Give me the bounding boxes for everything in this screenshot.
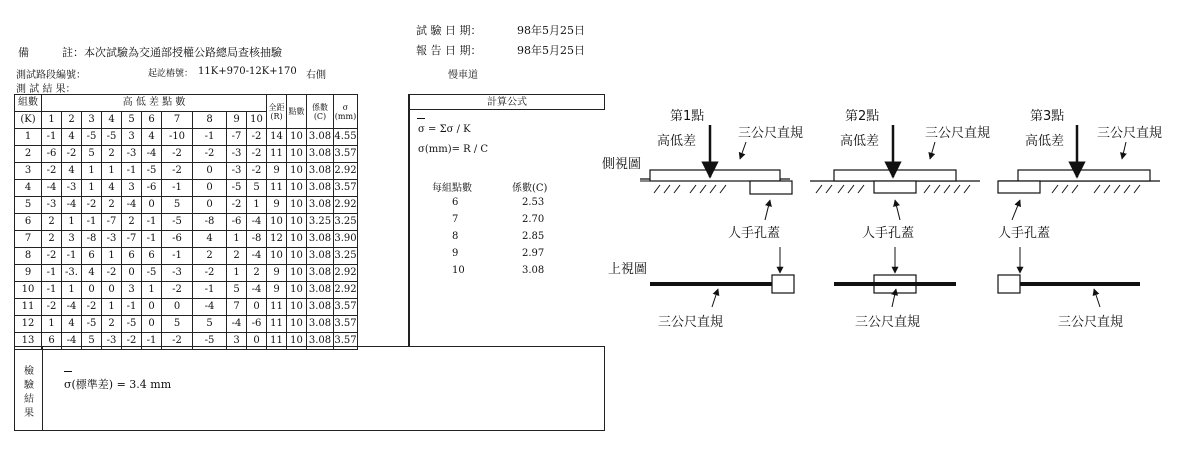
table-cell: 1 [15,129,42,146]
test-date: 98年5月25日 [517,24,585,37]
table-cell: -6 [162,231,193,248]
coef-points: 10 [452,265,465,276]
table-cell: -2 [82,197,102,214]
table-cell: -4 [62,299,82,316]
table-cell: 4 [193,231,227,248]
table-cell: 10 [267,248,287,265]
table-cell: 14 [267,129,287,146]
table-cell: 0 [82,282,102,299]
table-cell: 2 [42,231,62,248]
table-cell: 11 [267,180,287,197]
table-cell: 3 [122,129,142,146]
table-cell: 11 [267,316,287,333]
road-section-label: 測試路段編號： [16,70,86,81]
table-row [15,248,358,265]
coef-points: 6 [452,197,459,208]
table-cell: 10 [287,163,307,180]
table-cell: 3.08 [307,163,334,180]
table-row [15,197,358,214]
table-cell: 3 [122,282,142,299]
table-cell: 1 [42,316,62,333]
point-num-header: 9 [227,112,247,129]
table-cell: 1 [102,163,122,180]
table-cell: 3.08 [307,299,334,316]
table-cell: 3.57 [334,333,358,350]
table-cell: 1 [247,197,267,214]
table-cell: 1 [102,299,122,316]
table-cell: -3 [227,163,247,180]
table-cell: 4 [15,180,42,197]
table-row [15,163,358,180]
table-cell: 9 [15,265,42,282]
point-num-header: 7 [162,112,193,129]
table-cell: 10 [287,129,307,146]
note-label: 備 [18,46,29,59]
manhole-label-3: 人手孔蓋 [998,226,1051,241]
manhole-label-1: 人手孔蓋 [728,226,781,241]
table-cell: -2 [247,129,267,146]
manhole-label-2: 人手孔蓋 [862,226,915,241]
table-cell: 5 [247,180,267,197]
table-cell: 2 [42,214,62,231]
formula-title: 計算公式 [487,97,527,108]
table-cell: 3.08 [307,180,334,197]
table-cell: 5 [227,282,247,299]
table-cell: 11 [267,333,287,350]
table-cell: -1 [193,282,227,299]
table-cell: 10 [287,146,307,163]
table-row [15,333,358,350]
col-sigma-header: σ (mm) [334,95,358,129]
table-cell: 10 [287,282,307,299]
table-cell: -3 [62,180,82,197]
col-count-header: 點數 [287,95,307,129]
table-cell: 1 [227,265,247,282]
table-cell: 2 [15,146,42,163]
table-cell: -2 [102,265,122,282]
table-cell: 3 [62,231,82,248]
table-cell: 3 [122,180,142,197]
table-cell: 4 [102,180,122,197]
result-sigma-bar [64,371,72,372]
table-cell: 3.08 [307,129,334,146]
table-cell: -1 [162,180,193,197]
table-cell: 1 [62,214,82,231]
point-num-header: 5 [122,112,142,129]
table-cell: 1 [82,163,102,180]
table-row [15,299,358,316]
table-row [15,214,358,231]
table-cell: -1 [142,231,162,248]
table-cell: -2 [162,333,193,350]
table-cell: -5 [142,163,162,180]
table-cell: 4 [62,163,82,180]
height-diff-1: 高低差 [657,134,697,149]
table-cell: 2 [102,146,122,163]
table-cell: 10 [287,333,307,350]
table-cell: 10 [287,248,307,265]
table-cell: -10 [162,129,193,146]
point-num-header: 2 [62,112,82,129]
table-cell: 9 [267,282,287,299]
table-cell: 4 [62,316,82,333]
table-cell: -1 [122,163,142,180]
point-num-header: 4 [102,112,122,129]
table-cell: 1 [82,180,102,197]
coef-points: 9 [452,248,459,259]
table-cell: -1 [162,248,193,265]
table-cell: 6 [42,333,62,350]
table-cell: 3.57 [334,299,358,316]
table-cell: 3.57 [334,146,358,163]
straightedge-diagram [600,95,1200,340]
table-row [15,129,358,146]
table-cell: 11 [15,299,42,316]
table-cell: 13 [15,333,42,350]
table-cell: -3. [62,265,82,282]
table-cell: -7 [102,214,122,231]
table-cell: -3 [42,197,62,214]
table-cell: -8 [247,231,267,248]
table-cell: 10 [15,282,42,299]
coef-value: 3.08 [522,265,545,276]
note-text: 註：本次試驗為交通部授權公路總局查核抽驗 [62,46,282,59]
table-cell: 11 [267,299,287,316]
straightedge-label-2: 三公尺直規 [925,126,991,141]
table-cell: 0 [193,197,227,214]
table-cell: 6 [122,248,142,265]
table-cell: -1 [42,282,62,299]
col-diff-header: 高 低 差 點 數 [42,95,267,112]
table-cell: 3.57 [334,180,358,197]
table-cell: -5 [102,129,122,146]
table-cell: 10 [267,214,287,231]
table-cell: 3 [227,333,247,350]
table-cell: -2 [62,146,82,163]
table-cell: -2 [42,163,62,180]
table-cell: 0 [122,265,142,282]
table-cell: 5 [162,197,193,214]
table-cell: 3.25 [334,214,358,231]
table-cell: -3 [102,333,122,350]
result-side-1: 檢 [24,366,34,377]
table-cell: 0 [247,299,267,316]
table-cell: -4 [227,316,247,333]
straightedge-label-5: 三公尺直規 [855,315,921,330]
side: 右側 [306,70,326,81]
table-cell: -6 [42,146,62,163]
table-cell: -4 [247,248,267,265]
table-cell: 10 [287,180,307,197]
table-cell: -2 [247,146,267,163]
table-cell: -2 [247,163,267,180]
table-row [15,316,358,333]
table-row [15,180,358,197]
point-num-header: 1 [42,112,62,129]
table-cell: -4 [122,197,142,214]
table-cell: 9 [267,197,287,214]
report-date-label: 報 告 日 期： [416,44,482,57]
table-cell: -2 [227,197,247,214]
coef-value: 2.70 [522,214,545,225]
height-diff-3: 高低差 [1025,134,1065,149]
point3-label: 第3點 [1030,109,1065,124]
chainage-label: 起訖樁號： [148,69,194,79]
table-cell: 3.25 [334,248,358,265]
coef-value: 2.85 [522,231,545,242]
table-cell: -5 [193,333,227,350]
table-cell: 2 [122,214,142,231]
result-side-2: 驗 [24,380,34,391]
coef-points: 8 [452,231,459,242]
table-cell: 3.08 [307,248,334,265]
table-row [15,231,358,248]
table-cell: 3 [15,163,42,180]
result-label: 測 試 結 果： [16,84,76,95]
table-cell: 0 [142,316,162,333]
table-cell: -1 [62,248,82,265]
table-cell: -5 [142,265,162,282]
table-cell: -5 [82,129,102,146]
table-cell: -7 [227,129,247,146]
table-cell: -5 [82,316,102,333]
table-cell: 3.25 [307,214,334,231]
point1-label: 第1點 [670,109,705,124]
table-cell: -2 [162,282,193,299]
table-cell: -4 [247,282,267,299]
straightedge-label-6: 三公尺直規 [1058,315,1124,330]
point-num-header: 10 [247,112,267,129]
result-side-3: 結 [24,394,34,405]
table-cell: 10 [287,231,307,248]
table-cell: 12 [15,316,42,333]
table-cell: -2 [82,299,102,316]
table-cell: 4 [62,129,82,146]
side-view-label: 側視圖 [602,157,642,172]
table-cell: -3 [122,146,142,163]
table-cell: -4 [42,180,62,197]
col-group-header: 組數 [15,95,42,112]
table-cell: -1 [142,333,162,350]
table-cell: 5 [82,333,102,350]
table-cell: -3 [227,146,247,163]
table-cell: -4 [62,197,82,214]
coef-points-header: 每組點數 [432,183,472,194]
result-side-4: 果 [24,408,34,419]
table-cell: -2 [193,265,227,282]
table-cell: 0 [247,333,267,350]
coef-points: 7 [452,214,459,225]
table-cell: 10 [287,265,307,282]
table-cell: 1 [102,248,122,265]
table-cell: -5 [122,316,142,333]
straightedge-label-1: 三公尺直規 [738,126,804,141]
table-cell: 0 [142,197,162,214]
table-cell: 0 [162,299,193,316]
chainage: 11K+970-12K+170 [198,66,297,77]
table-cell: -8 [82,231,102,248]
col-coef-header: 係數 (C) [307,95,334,129]
result-divider [42,346,43,431]
table-cell: 2 [102,316,122,333]
table-cell: 6 [82,248,102,265]
table-cell: 5 [82,146,102,163]
formula-left-border [408,94,410,346]
table-cell: 8 [15,248,42,265]
table-cell: -1 [122,299,142,316]
table-cell: 11 [267,146,287,163]
straightedge-label-3: 三公尺直規 [1097,126,1163,141]
table-cell: 10 [287,197,307,214]
table-cell: 2.92 [334,163,358,180]
table-cell: 0 [102,282,122,299]
table-cell: 5 [193,316,227,333]
table-cell: 3.08 [307,282,334,299]
table-cell: 2.92 [334,197,358,214]
table-cell: 10 [287,299,307,316]
lane: 慢車道 [448,70,478,81]
table-cell: 6 [142,248,162,265]
report-date: 98年5月25日 [517,44,585,57]
table-cell: 5 [162,316,193,333]
formula-header-cell [409,94,605,110]
top-view-label: 上視圖 [608,262,648,277]
table-cell: -6 [247,316,267,333]
sigma-bar [417,118,425,119]
table-cell: 3.08 [307,146,334,163]
table-cell: 10 [287,214,307,231]
table-cell: -6 [227,214,247,231]
table-cell: 2.92 [334,265,358,282]
formula-line-2: σ(mm)= R / C [418,144,489,155]
table-cell: 3.08 [307,316,334,333]
table-cell: 3.90 [334,231,358,248]
table-cell: 4.55 [334,129,358,146]
table-row [15,265,358,282]
table-cell: 3.08 [307,265,334,282]
table-cell: 6 [15,214,42,231]
table-cell: 1 [142,282,162,299]
table-cell: 2 [247,265,267,282]
table-cell: -4 [142,146,162,163]
table-cell: 7 [15,231,42,248]
table-cell: 0 [193,180,227,197]
table-cell: 9 [267,265,287,282]
table-cell: 0 [193,163,227,180]
table-cell: 9 [267,163,287,180]
top-view-3 [998,247,1140,307]
table-cell: -3 [102,231,122,248]
table-cell: 0 [142,299,162,316]
table-cell: -5 [162,214,193,231]
point-num-header: 3 [82,112,102,129]
table-cell: -8 [193,214,227,231]
table-cell: 2.92 [334,282,358,299]
table-cell: -2 [42,248,62,265]
straightedge-label-4: 三公尺直規 [658,315,724,330]
table-cell: 10 [287,316,307,333]
table-cell: -2 [122,333,142,350]
table-cell: 7 [227,299,247,316]
table-cell: 3.08 [307,231,334,248]
table-cell: 4 [142,129,162,146]
table-cell: 1 [227,231,247,248]
table-cell: -7 [122,231,142,248]
formula-line-1: σ = Σσ / K [418,124,471,135]
table-cell: 2 [227,248,247,265]
table-cell: -1 [42,265,62,282]
table-row [15,146,358,163]
point-num-header: 8 [193,112,227,129]
table-cell: -1 [142,214,162,231]
table-cell: -1 [42,129,62,146]
coef-value: 2.53 [522,197,545,208]
table-cell: -4 [62,333,82,350]
result-text: σ(標準差) = 3.4 mm [64,378,172,391]
roughness-table [14,94,358,350]
table-cell: -1 [82,214,102,231]
top-view-1 [650,247,794,307]
table-cell: 12 [267,231,287,248]
table-cell: 1 [62,282,82,299]
table-cell: -3 [162,265,193,282]
point2-label: 第2點 [845,109,880,124]
coef-header: 係數(C) [512,183,548,194]
table-cell: 3.08 [307,333,334,350]
table-cell: -2 [193,146,227,163]
table-cell: -2 [42,299,62,316]
col-group-k: (K) [15,112,42,129]
table-cell: 2 [102,197,122,214]
table-cell: -1 [193,129,227,146]
table-cell: -2 [162,163,193,180]
table-row [15,282,358,299]
table-cell: 5 [15,197,42,214]
table-cell: 2 [193,248,227,265]
table-cell: -2 [162,146,193,163]
table-cell: -5 [227,180,247,197]
col-range-header: 全距 (R) [267,95,287,129]
point-num-header: 6 [142,112,162,129]
table-cell: 3.57 [334,316,358,333]
table-cell: -6 [142,180,162,197]
table-cell: -4 [247,214,267,231]
table-cell: 3.08 [307,197,334,214]
table-cell: -4 [193,299,227,316]
top-view-2 [834,247,956,307]
table-cell: 4 [82,265,102,282]
coef-value: 2.97 [522,248,545,259]
height-diff-2: 高低差 [840,134,880,149]
test-date-label: 試 驗 日 期： [416,24,482,37]
